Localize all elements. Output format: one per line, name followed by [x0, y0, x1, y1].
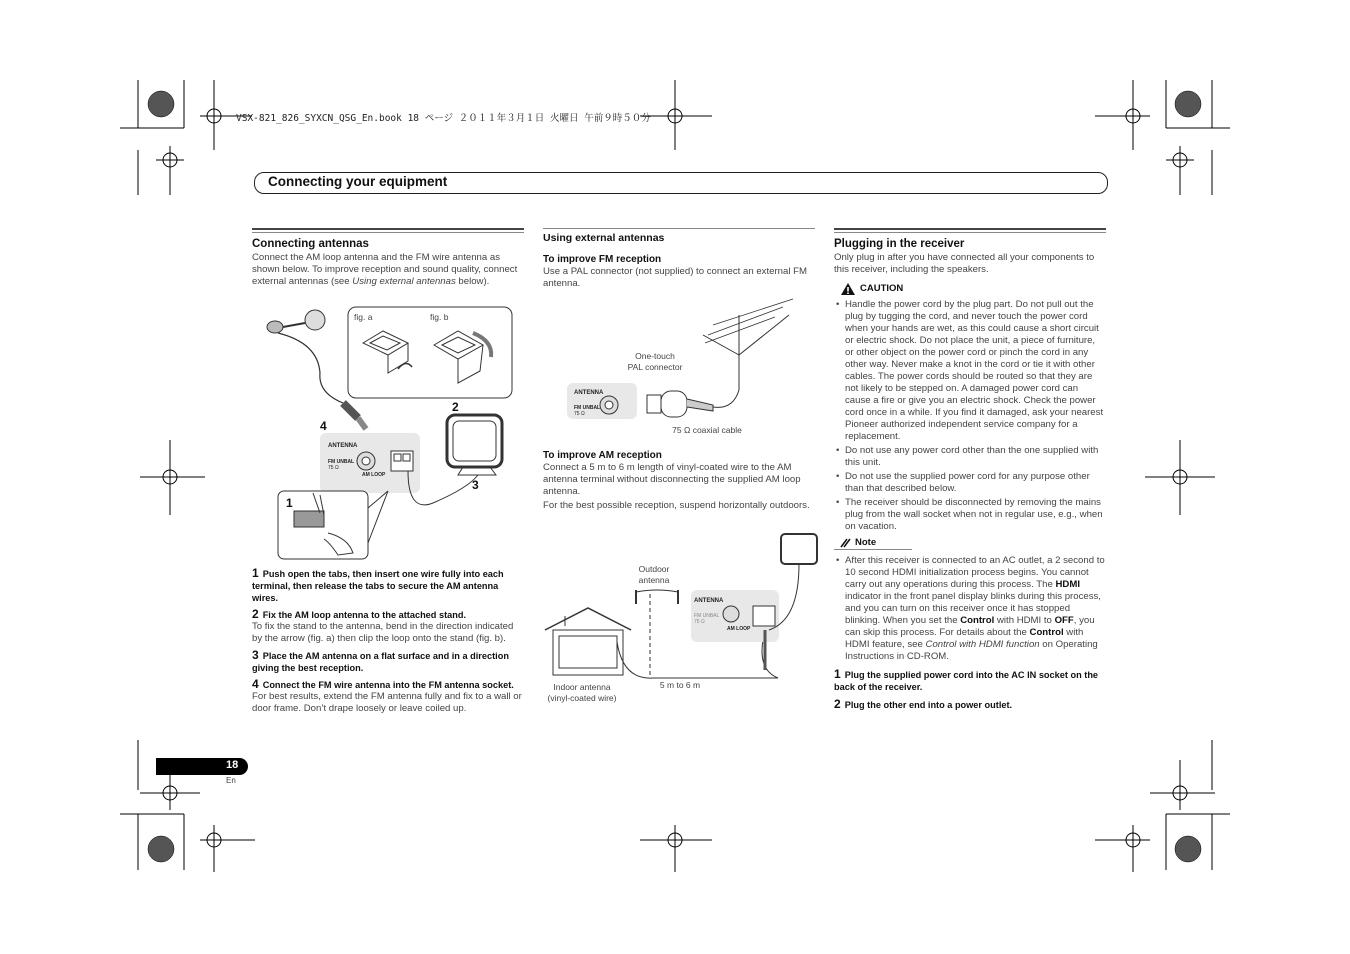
fm-panel-fm-label: FM UNBAL	[574, 405, 601, 411]
panel-ohm-label: 75 Ω	[328, 465, 339, 471]
fig-a-label: fig. a	[354, 312, 373, 322]
callout-1: 1	[286, 496, 293, 510]
section-rule	[834, 228, 1106, 233]
note-header	[834, 537, 912, 550]
plugging-in-intro: Only plug in after you have connected all your components to this receiver, including the speakers.	[834, 252, 1095, 275]
step-3: 3 Place the AM antenna on a flat surface and in a direction giving the best reception.	[252, 648, 509, 673]
list-item: • Handle the power cord by the plug part. Do not pull out the plug by tugging the cord, and never touch the power cord when your hands are wet, as this could cause a short circuit or electric shock. Do not place the unit, a piece of furniture, or other object on the power cord or pinch the cord in any other way. Never make a knot in the cord or tie it with other cables. The power cords should be routed so that they are not likely to be stepped on. A damaged power cord can cause a fire or give you an electric shock. Check the power cord once in a while. If you find it damaged, ask your nearest Pioneer authorized independent service company for a replacement.	[834, 299, 1106, 443]
am-reception-body-2: For the best possible reception, suspend horizontally outdoors.	[543, 500, 810, 511]
step-2: 2 Fix the AM loop antenna to the attached stand.	[252, 607, 467, 621]
plug-step-2: 2 Plug the other end into a power outlet.	[834, 697, 1013, 711]
warning-icon	[840, 282, 856, 296]
wire-length-label: 5 m to 6 m	[659, 680, 701, 690]
intro-ref: Using external antennas	[352, 276, 456, 287]
section-rule	[543, 228, 815, 229]
callout-4: 4	[320, 419, 327, 433]
am-panel-antenna-label: ANTENNA	[694, 598, 724, 604]
middle-column	[543, 228, 815, 290]
connecting-antennas-intro: Connect the AM loop antenna and the FM wire antenna as shown below. To improve reception and sound quality, connect external antennas (see Using external antennas below).	[252, 252, 518, 287]
panel-fm-label: FM UNBAL	[328, 459, 355, 465]
fm-panel-antenna-label: ANTENNA	[574, 390, 604, 396]
callout-3: 3	[472, 478, 479, 492]
plug-step-1: 1 Plug the supplied power cord into the AC IN socket on the back of the receiver.	[834, 667, 1099, 692]
page-number: 18	[226, 759, 239, 771]
note-label: Note	[855, 537, 877, 548]
panel-am-label: AM LOOP	[362, 472, 386, 478]
right-column	[834, 228, 1106, 711]
am-reception-heading: To improve AM reception	[543, 450, 662, 461]
pencil-icon	[840, 538, 852, 548]
am-reception-body-1: Connect a 5 m to 6 m length of vinyl-coated wire to the AM antenna terminal without disconnecting the supplied AM loop antenna.	[543, 462, 801, 497]
list-item: • Do not use the supplied power cord for any purpose other than that described below.	[834, 471, 1106, 495]
step-4-body: For best results, extend the FM antenna fully and fix to a wall or door frame. Don’t drape loosely or leave coiled up.	[252, 691, 522, 714]
outdoor-antenna-label: Outdoor antenna	[638, 564, 670, 585]
page-section-title: Connecting your equipment	[268, 174, 448, 189]
fm-panel-ohm-label: 75 Ω	[574, 411, 585, 417]
step-1: 1 Push open the tabs, then insert one wire fully into each terminal, then release the tabs to secure the AM antenna wires.	[252, 566, 504, 603]
antenna-diagram	[258, 303, 520, 561]
list-item: • Do not use any power cord other than the one supplied with this unit.	[834, 445, 1106, 469]
connecting-antennas-heading: Connecting antennas	[252, 238, 369, 250]
caution-label: CAUTION	[860, 283, 904, 294]
left-column	[252, 228, 524, 288]
am-external-diagram	[543, 530, 818, 685]
pal-connector-label: One-touch PAL connector	[627, 351, 683, 372]
caution-list	[834, 299, 1106, 533]
list-item: • The receiver should be disconnected by removing the mains plug from the wall socket when not in regular use, e.g., when on vacation.	[834, 497, 1106, 533]
indoor-antenna-label: Indoor antenna (vinyl-coated wire)	[547, 682, 617, 703]
callout-2: 2	[452, 400, 459, 414]
note-item: • After this receiver is connected to an AC outlet, a 2 second to 10 second HDMI initialization process begins. You cannot carry out any operations during this process. The HDMI indicator in the front panel display blinks during this process, and you can turn on this receiver once it has stopped blinking. When you set the Control with HDMI to OFF, you can skip this process. For details about the Control with HDMI feature, see Control with HDMI function on Operating Instructions in CD-ROM.	[834, 555, 1106, 663]
fm-reception-body: Use a PAL connector (not supplied) to connect an external FM antenna.	[543, 266, 807, 289]
am-panel-am-label: AM LOOP	[727, 626, 751, 632]
page-language: En	[226, 776, 236, 785]
print-meta: VSX-821_826_SYXCN_QSG_En.book 18 ページ ２０１１年３月１日 火曜日 午前９時５０分	[236, 113, 651, 124]
step-4: 4 Connect the FM wire antenna into the FM antenna socket.	[252, 677, 514, 691]
step-2-body: To fix the stand to the antenna, bend in the direction indicated by the arrow (fig. a) then clip the loop onto the stand (fig. b).	[252, 621, 514, 644]
section-rule	[252, 228, 524, 233]
panel-antenna-label: ANTENNA	[328, 443, 358, 449]
plugging-in-heading: Plugging in the receiver	[834, 238, 965, 250]
coaxial-cable-label: 75 Ω coaxial cable	[672, 425, 742, 435]
am-panel-fm-label: FM UNBAL	[694, 613, 720, 619]
external-antennas-heading: Using external antennas	[543, 232, 665, 244]
caution-header	[834, 282, 1106, 296]
middle-am	[543, 450, 815, 512]
fig-b-label: fig. b	[430, 312, 449, 322]
am-panel-ohm-label: 75 Ω	[694, 619, 705, 625]
fm-reception-heading: To improve FM reception	[543, 254, 662, 265]
left-steps	[252, 567, 524, 715]
